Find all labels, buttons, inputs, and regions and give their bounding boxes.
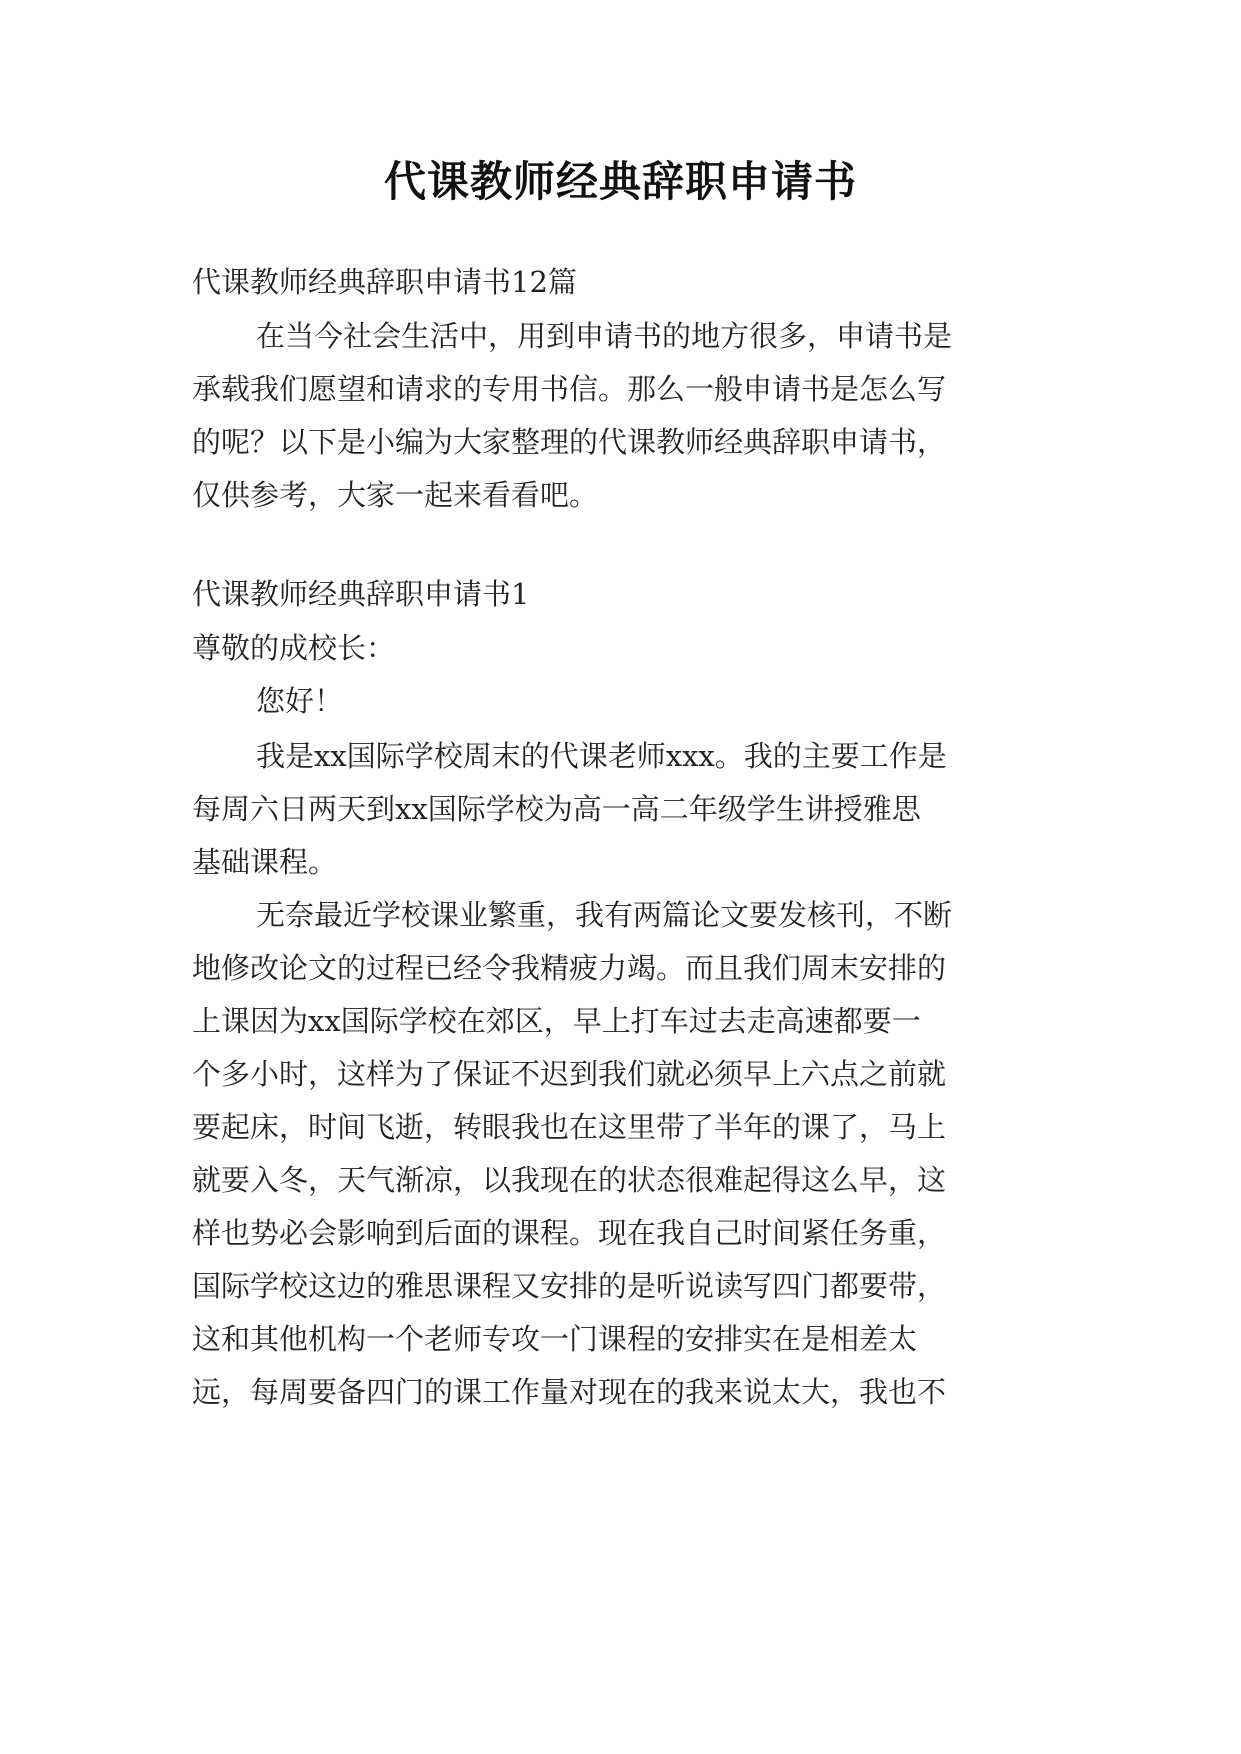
- paragraph-line: 上课因为xx国际学校在郊区，早上打车过去走高速都要一: [192, 1004, 921, 1038]
- paragraph-line: 我是xx国际学校周末的代课老师xxx。我的主要工作是: [256, 739, 947, 773]
- paragraph-line: 基础课程。: [192, 845, 338, 879]
- paragraph-line: 远，每周要备四门的课工作量对现在的我来说太大，我也不: [192, 1375, 947, 1409]
- paragraph-line: 要起床，时间飞逝，转眼我也在这里带了半年的课了，马上: [192, 1110, 947, 1144]
- document-subtitle: 代课教师经典辞职申请书12篇: [192, 265, 577, 299]
- intro-line: 的呢？以下是小编为大家整理的代课教师经典辞职申请书，: [192, 425, 947, 459]
- paragraph-line: 国际学校这边的雅思课程又安排的是听说读写四门都要带，: [192, 1269, 947, 1303]
- paragraph-line: 每周六日两天到xx国际学校为高一高二年级学生讲授雅思: [192, 792, 921, 826]
- section-heading: 代课教师经典辞职申请书1: [192, 577, 530, 611]
- paragraph-line: 地修改论文的过程已经令我精疲力竭。而且我们周末安排的: [192, 951, 947, 985]
- paragraph-line: 这和其他机构一个老师专攻一门课程的安排实在是相差太: [192, 1322, 918, 1356]
- paragraph-line: 就要入冬，天气渐凉，以我现在的状态很难起得这么早，这: [192, 1163, 947, 1197]
- salutation: 尊敬的成校长：: [192, 631, 396, 665]
- paragraph-line: 样也势必会影响到后面的课程。现在我自己时间紧任务重，: [192, 1216, 947, 1250]
- greeting: 您好！: [256, 684, 344, 718]
- document-title: 代课教师经典辞职申请书: [383, 157, 857, 206]
- intro-line: 仅供参考，大家一起来看看吧。: [192, 478, 599, 512]
- paragraph-line: 个多小时，这样为了保证不迟到我们就必须早上六点之前就: [192, 1057, 947, 1091]
- intro-line: 在当今社会生活中，用到申请书的地方很多，申请书是: [256, 319, 953, 353]
- intro-line: 承载我们愿望和请求的专用书信。那么一般申请书是怎么写: [192, 372, 947, 406]
- paragraph-line: 无奈最近学校课业繁重，我有两篇论文要发核刊，不断: [256, 898, 953, 932]
